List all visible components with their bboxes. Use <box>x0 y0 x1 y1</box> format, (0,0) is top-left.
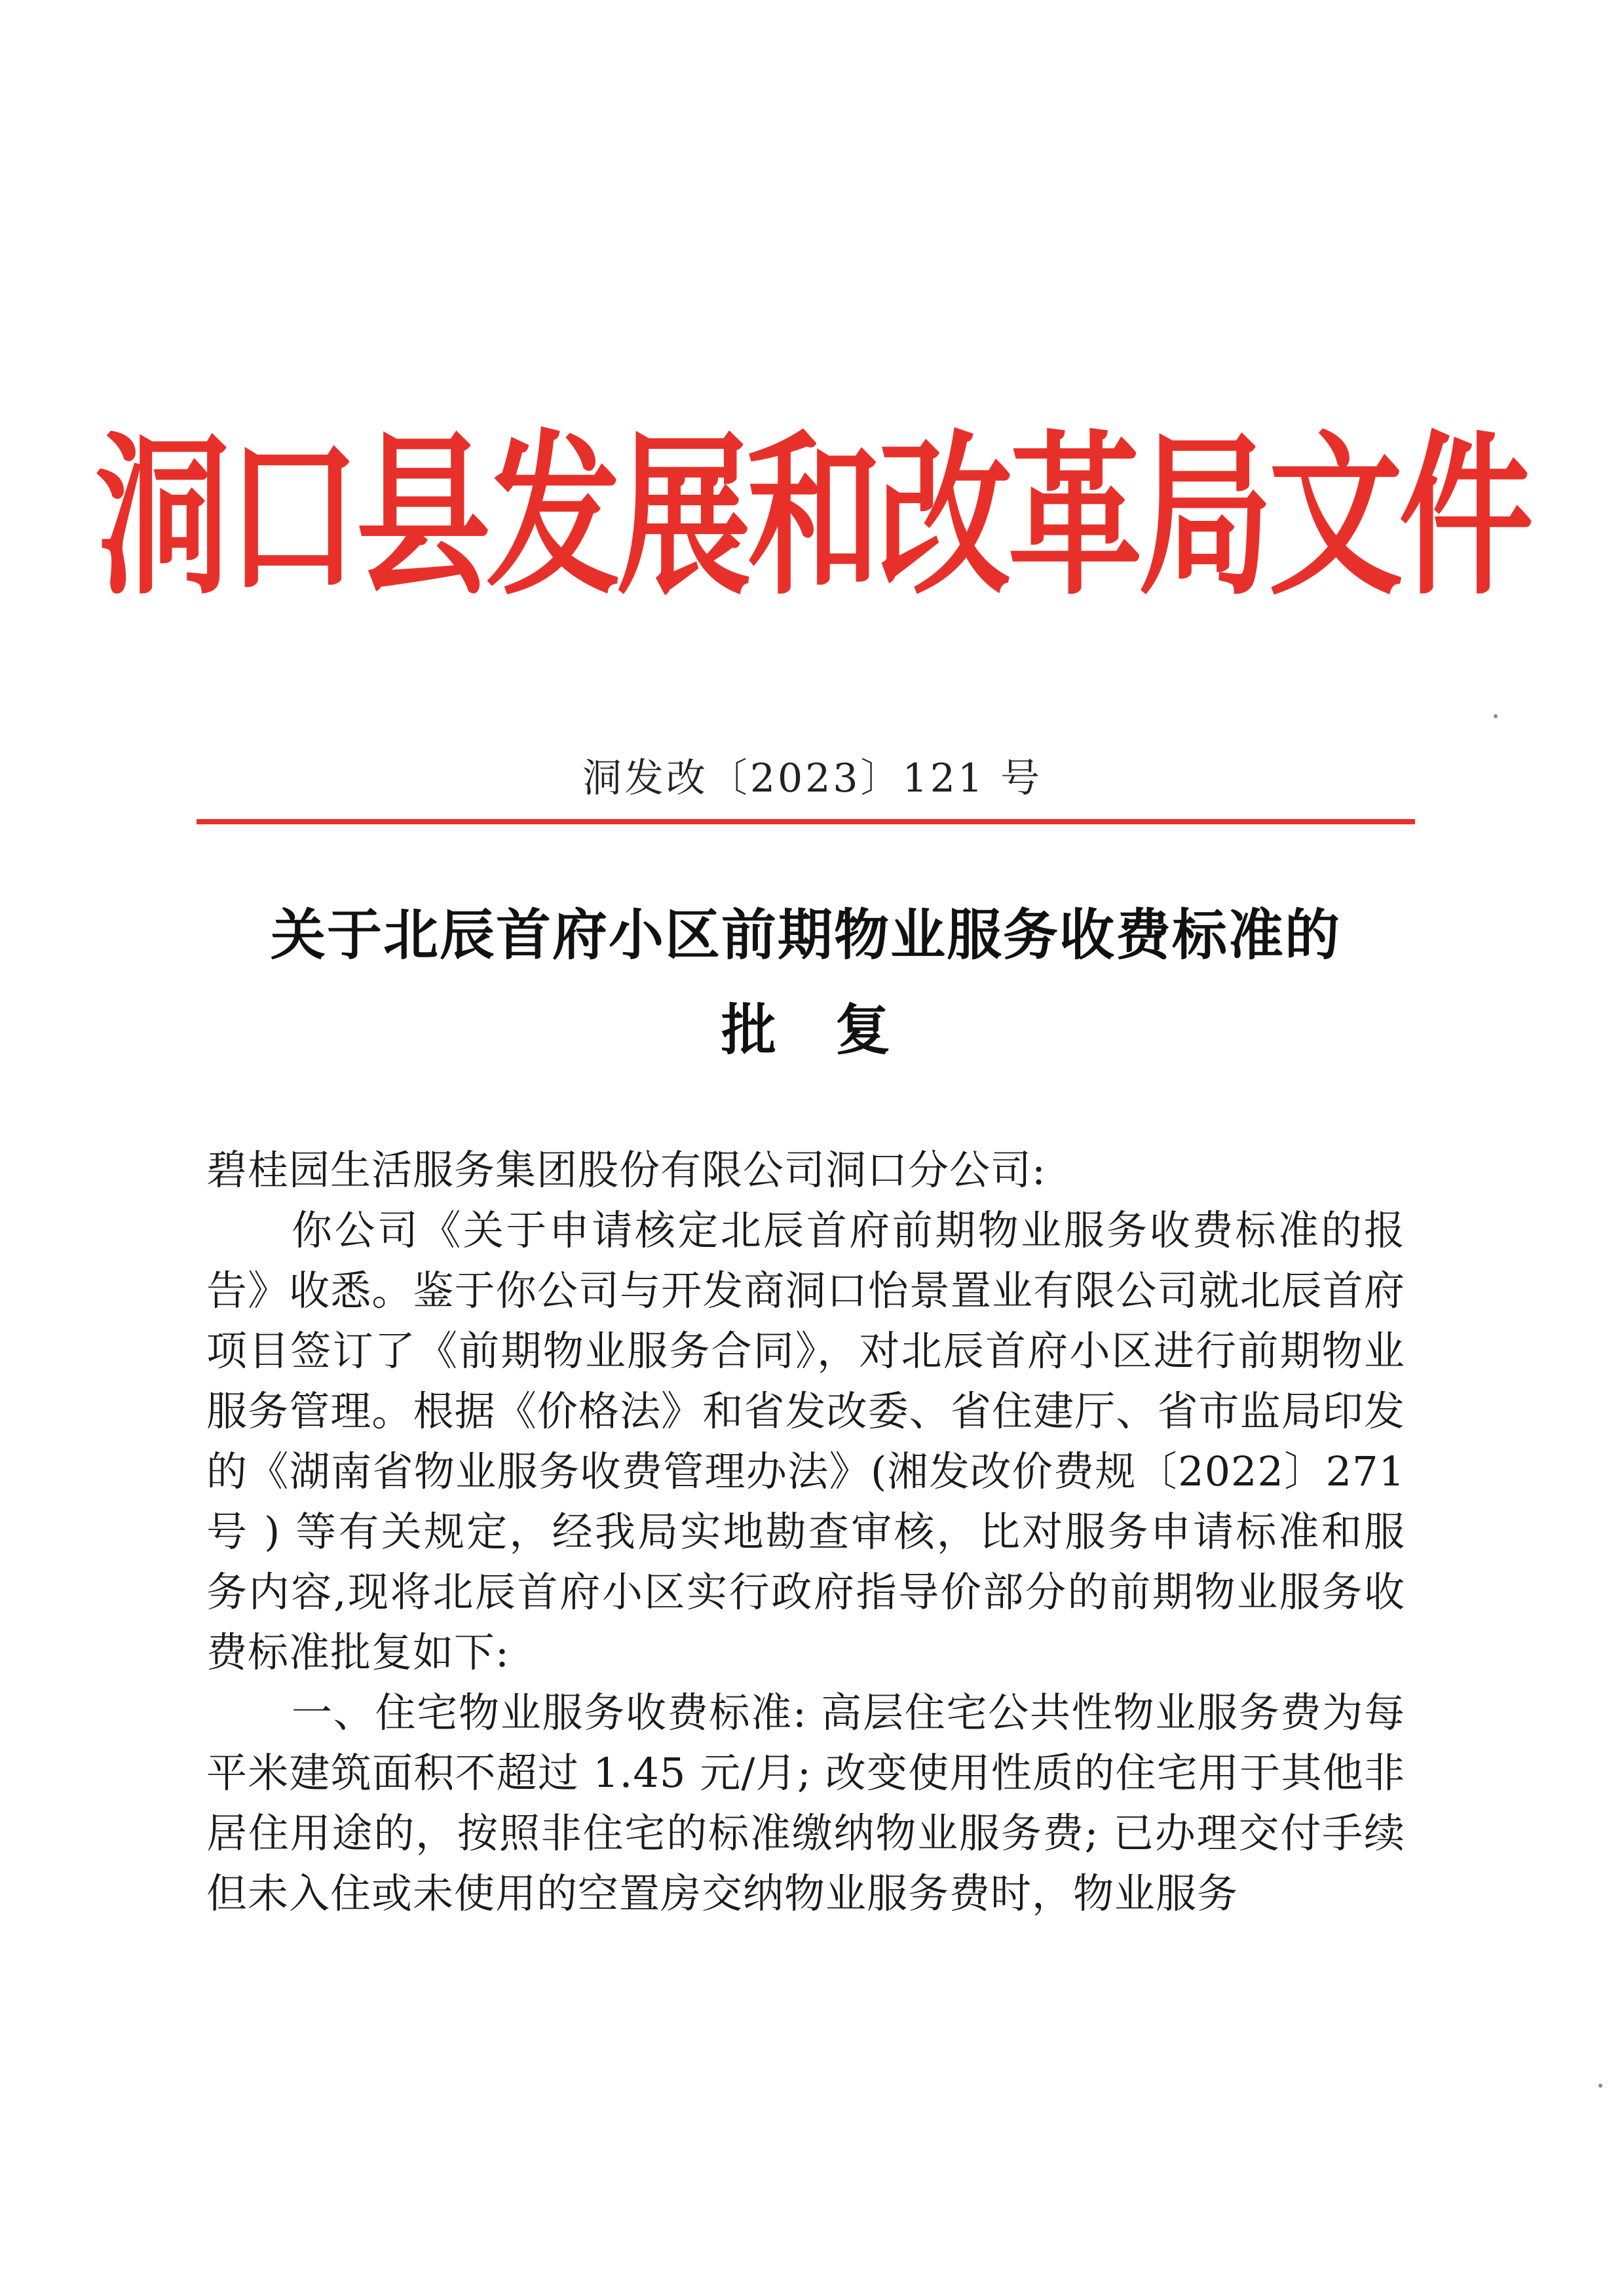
document-body <box>206 1140 1405 1924</box>
scan-speck <box>1494 714 1498 718</box>
scan-speck <box>1598 2084 1602 2088</box>
addressee: 碧桂园生活服务集团股份有限公司洞口分公司: <box>206 1146 1046 1194</box>
subject-title-line-1: 关于北辰首府小区前期物业服务收费标准的 <box>270 903 1341 967</box>
body-paragraph: 你公司《关于申请核定北辰首府前期物业服务收费标准的报告》收悉。鉴于你公司与开发商洞口怡景置业有限公司就北辰首府项目签订了《前期物业服务合同》，对北辰首府小区进行前期物业服务管理。根据《价格法》和省发改委、省住建厅、省市监局印发的《湖南省物业服务收费管理办法》(湘发改价费规〔2022〕271 号 ) 等有关规定，经我局实地勘查审核，比对服务申请标准和服务内容,现将北辰首府小区实行政府指导价部分的前期物业服务收费标准批复如下: <box>206 1206 1405 1676</box>
header-divider-red-line <box>197 819 1415 824</box>
issuer-header-title: 洞口县发展和改革局文件 <box>95 415 1530 619</box>
subject-title-line-2: 批复 <box>721 998 949 1062</box>
body-paragraph: 一、住宅物业服务收费标准: 高层住宅公共性物业服务费为每平米建筑面积不超过 1.45 元/月; 改变使用性质的住宅用于其他非居住用途的，按照非住宅的标准缴纳物业服务费; 已办理交付手续但未入住或未使用的空置房交纳物业服务费时，物业服务 <box>206 1689 1405 1917</box>
document-number: 洞发改〔2023〕121 号 <box>582 756 1043 801</box>
subject-title <box>197 888 1415 1078</box>
